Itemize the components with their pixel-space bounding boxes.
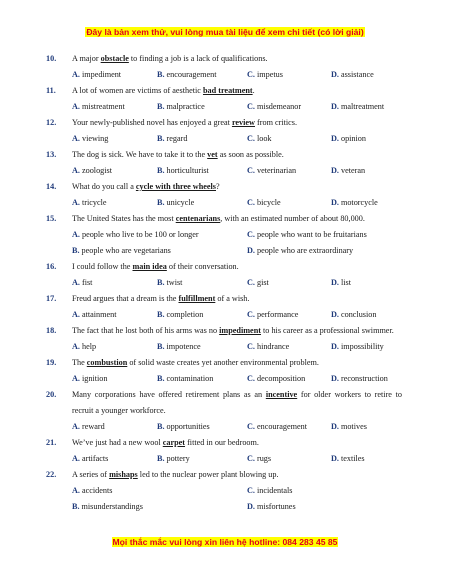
question-number: 21. (46, 438, 57, 447)
question (0, 179, 450, 211)
option-text: maltreatment (340, 102, 385, 111)
option-a[interactable] (72, 99, 125, 115)
option-label: C. (247, 374, 255, 383)
option-a[interactable] (72, 483, 112, 499)
option-b[interactable] (157, 451, 190, 467)
option-text: encouragement (166, 70, 217, 79)
question-number: 13. (46, 150, 57, 159)
keyword: mishaps (109, 470, 138, 479)
question-number: 17. (46, 294, 57, 303)
question-number: 19. (46, 358, 57, 367)
question-stem (72, 147, 402, 163)
option-text: performance (256, 310, 299, 319)
option-a[interactable] (72, 371, 107, 387)
option-label: B. (157, 342, 165, 351)
option-label: B. (157, 134, 165, 143)
stem-text-before: The United States has the most (72, 214, 176, 223)
keyword: incentive (265, 390, 298, 399)
option-label: A. (72, 486, 80, 495)
question (0, 387, 450, 435)
option-label: B. (157, 198, 165, 207)
option-a[interactable] (72, 307, 117, 323)
option-c[interactable] (247, 99, 301, 115)
option-c[interactable] (247, 483, 292, 499)
option-text: impotence (166, 342, 201, 351)
stem-text-before: A major (72, 54, 101, 63)
option-text: bicycle (256, 198, 281, 207)
question-stem (72, 51, 402, 67)
option-label: C. (247, 486, 255, 495)
option-text: misfortunes (256, 502, 296, 511)
option-c[interactable] (247, 131, 272, 147)
option-label: D. (331, 102, 339, 111)
option-label: B. (157, 70, 165, 79)
option-label: D. (331, 166, 339, 175)
answer-options (0, 339, 450, 355)
question (0, 51, 450, 83)
option-text: contamination (166, 374, 214, 383)
option-a[interactable] (72, 195, 107, 211)
option-d[interactable] (331, 131, 366, 147)
question (0, 259, 450, 291)
keyword: cycle with three wheels (135, 182, 216, 191)
option-a[interactable] (72, 131, 108, 147)
stem-text-before: The dog is sick. We have to take it to the (72, 150, 208, 159)
question-stem (72, 291, 402, 307)
question-number: 22. (46, 470, 57, 479)
option-text: tricycle (81, 198, 107, 207)
answer-options (0, 419, 450, 435)
option-label: D. (331, 422, 339, 431)
option-b[interactable] (157, 307, 203, 323)
option-b[interactable] (157, 275, 182, 291)
option-text: misunderstandings (81, 502, 143, 511)
keyword: combustion (86, 358, 128, 367)
option-text: pottery (166, 454, 190, 463)
option-label: A. (72, 422, 80, 431)
option-text: motives (340, 422, 367, 431)
option-a[interactable] (72, 275, 92, 291)
option-text: gist (256, 278, 269, 287)
answer-options (0, 371, 450, 387)
option-text: people who are vegetarians (81, 246, 171, 255)
answer-options (0, 67, 450, 83)
option-c[interactable] (247, 307, 298, 323)
stem-text-after: fitted in our bedroom. (185, 438, 259, 447)
option-text: encouragement (256, 422, 307, 431)
option-d[interactable] (331, 371, 388, 387)
stem-text-after: ? (216, 182, 220, 191)
option-a[interactable] (72, 451, 108, 467)
option-text: unicycle (166, 198, 195, 207)
option-label: C. (247, 102, 255, 111)
stem-text-after: for older workers to retire to recruit a younger workforce. (72, 390, 402, 415)
question-stem (72, 355, 402, 371)
question-number: 14. (46, 182, 57, 191)
option-d[interactable] (331, 339, 384, 355)
stem-text-after: of their conversation. (166, 262, 239, 271)
option-text: rugs (256, 454, 272, 463)
question-stem (72, 323, 402, 339)
option-label: B. (157, 102, 165, 111)
keyword: vet (207, 150, 218, 159)
option-d[interactable] (331, 163, 365, 179)
keyword: main idea (132, 262, 167, 271)
stem-text-before: Your newly-published novel has enjoyed a great (72, 118, 232, 127)
option-text: help (81, 342, 97, 351)
option-text: assistance (340, 70, 374, 79)
option-c[interactable] (247, 371, 305, 387)
keyword: impediment (219, 326, 261, 335)
option-label: A. (72, 310, 80, 319)
stem-text-after: to finding a job is a lack of qualifications. (128, 54, 268, 63)
stem-text-after: of solid waste creates yet another environmental problem. (127, 358, 319, 367)
option-label: C. (247, 70, 255, 79)
option-label: B. (157, 278, 165, 287)
stem-text-before: The fact that he lost both of his arms was no (72, 326, 220, 335)
option-a[interactable] (72, 67, 121, 83)
question (0, 147, 450, 179)
answer-options (0, 451, 450, 467)
option-c[interactable] (247, 227, 367, 243)
answer-options (0, 227, 450, 259)
option-text: incidentals (256, 486, 293, 495)
option-label: A. (72, 70, 80, 79)
option-label: D. (247, 502, 255, 511)
option-c[interactable] (247, 275, 269, 291)
option-b[interactable] (157, 419, 210, 435)
option-text: regard (166, 134, 188, 143)
answer-options (0, 99, 450, 115)
option-d[interactable] (331, 307, 376, 323)
option-a[interactable] (72, 163, 112, 179)
option-text: reward (81, 422, 105, 431)
option-text: artifacts (81, 454, 109, 463)
stem-text-after: to his career as a professional swimmer. (260, 326, 394, 335)
option-label: C. (247, 278, 255, 287)
option-text: mistreatment (81, 102, 125, 111)
question-list (0, 51, 450, 515)
option-label: C. (247, 310, 255, 319)
keyword: obstacle (100, 54, 129, 63)
option-text: accidents (81, 486, 113, 495)
option-b[interactable] (157, 339, 201, 355)
answer-options (0, 483, 450, 515)
option-label: D. (331, 374, 339, 383)
option-label: B. (157, 422, 165, 431)
question (0, 83, 450, 115)
stem-text-before: A series of (72, 470, 110, 479)
hotline-banner-text: Mọi thắc mắc vui lòng xin liên hệ hotline: 084 283 45 85 (112, 537, 338, 547)
stem-text-before: What do you call a (72, 182, 136, 191)
option-text: attainment (81, 310, 117, 319)
keyword: carpet (162, 438, 186, 447)
question (0, 323, 450, 355)
option-text: motorcycle (340, 198, 378, 207)
option-b[interactable] (72, 243, 171, 259)
option-b[interactable] (157, 163, 209, 179)
option-label: D. (331, 454, 339, 463)
option-text: impossibility (340, 342, 384, 351)
option-text: veteran (340, 166, 366, 175)
option-label: A. (72, 102, 80, 111)
option-d[interactable] (331, 451, 365, 467)
option-label: A. (72, 134, 80, 143)
option-label: B. (72, 502, 80, 511)
hotline-banner (0, 537, 450, 547)
option-d[interactable] (247, 243, 353, 259)
option-label: B. (157, 166, 165, 175)
question (0, 291, 450, 323)
answer-options (0, 307, 450, 323)
option-text: completion (166, 310, 204, 319)
option-text: opinion (340, 134, 366, 143)
option-text: people who are extraordinary (256, 246, 354, 255)
option-text: hindrance (256, 342, 290, 351)
option-label: C. (247, 230, 255, 239)
question (0, 435, 450, 467)
option-label: B. (157, 454, 165, 463)
question-stem (72, 179, 402, 195)
option-c[interactable] (247, 195, 281, 211)
option-text: list (340, 278, 351, 287)
question-stem (72, 467, 402, 483)
option-label: B. (157, 374, 165, 383)
option-text: viewing (81, 134, 109, 143)
option-label: D. (331, 134, 339, 143)
stem-text-before: A lot of women are victims of aesthetic (72, 86, 203, 95)
option-text: opportunities (166, 422, 210, 431)
option-c[interactable] (247, 339, 289, 355)
option-text: veterinarian (256, 166, 297, 175)
question (0, 467, 450, 515)
stem-text-after: . (252, 86, 255, 95)
stem-text-after: led to the nuclear power plant blowing up. (137, 470, 279, 479)
option-text: people who want to be fruitarians (256, 230, 367, 239)
option-text: misdemeanor (256, 102, 302, 111)
question (0, 211, 450, 259)
option-b[interactable] (157, 371, 213, 387)
option-label: C. (247, 454, 255, 463)
stem-text-before: Many corporations have offered retirement plans as an (72, 390, 266, 399)
option-text: horticulturist (166, 166, 209, 175)
option-label: B. (157, 310, 165, 319)
question-number: 20. (46, 390, 57, 399)
option-b[interactable] (157, 99, 205, 115)
option-b[interactable] (72, 499, 143, 515)
option-c[interactable] (247, 419, 307, 435)
answer-options (0, 163, 450, 179)
stem-text-before: I could follow the (72, 262, 133, 271)
keyword: review (231, 118, 255, 127)
question-number: 10. (46, 54, 57, 63)
question-stem (72, 115, 402, 131)
option-text: decomposition (256, 374, 306, 383)
option-d[interactable] (331, 67, 374, 83)
option-text: ignition (81, 374, 108, 383)
option-text: malpractice (166, 102, 205, 111)
question-stem (72, 435, 402, 451)
option-text: impediment (81, 70, 122, 79)
keyword: bad treatment (202, 86, 253, 95)
stem-text-after: from critics. (254, 118, 298, 127)
option-label: A. (72, 230, 80, 239)
option-a[interactable] (72, 419, 105, 435)
question-stem (72, 83, 402, 99)
option-label: D. (247, 246, 255, 255)
stem-text-before: We’ve just had a new wool (72, 438, 163, 447)
question-stem (72, 211, 402, 227)
option-text: impetus (256, 70, 283, 79)
option-a[interactable] (72, 339, 96, 355)
option-text: people who live to be 100 or longer (81, 230, 199, 239)
option-a[interactable] (72, 227, 199, 243)
answer-options (0, 195, 450, 211)
option-text: twist (166, 278, 183, 287)
option-label: D. (331, 342, 339, 351)
option-label: C. (247, 198, 255, 207)
option-d[interactable] (247, 499, 296, 515)
stem-text-after: , with an estimated number of about 80,000. (220, 214, 365, 223)
question-stem (72, 387, 402, 419)
option-label: A. (72, 166, 80, 175)
question-number: 16. (46, 262, 57, 271)
option-d[interactable] (331, 195, 378, 211)
question-number: 12. (46, 118, 57, 127)
question (0, 115, 450, 147)
keyword: centenarians (175, 214, 221, 223)
option-d[interactable] (331, 275, 351, 291)
option-label: A. (72, 198, 80, 207)
option-label: A. (72, 342, 80, 351)
option-label: C. (247, 422, 255, 431)
option-c[interactable] (247, 163, 296, 179)
option-text: reconstruction (340, 374, 388, 383)
option-b[interactable] (157, 131, 187, 147)
option-c[interactable] (247, 67, 283, 83)
stem-text-after: as soon as possible. (217, 150, 284, 159)
option-label: D. (331, 278, 339, 287)
option-label: C. (247, 342, 255, 351)
question-number: 15. (46, 214, 57, 223)
option-c[interactable] (247, 451, 271, 467)
keyword: fulfillment (178, 294, 216, 303)
option-text: textiles (340, 454, 365, 463)
option-text: fist (81, 278, 93, 287)
option-label: C. (247, 166, 255, 175)
stem-text-before: Freud argues that a dream is the (72, 294, 179, 303)
answer-options (0, 275, 450, 291)
option-label: A. (72, 454, 80, 463)
option-label: D. (331, 198, 339, 207)
option-text: conclusion (340, 310, 377, 319)
option-b[interactable] (157, 67, 217, 83)
question-number: 18. (46, 326, 57, 335)
stem-text-after: of a wish. (215, 294, 250, 303)
preview-banner-text: Đây là bản xem thử, vui lòng mua tài liệu để xem chi tiết (có lời giải) (86, 27, 364, 37)
option-label: A. (72, 278, 80, 287)
option-b[interactable] (157, 195, 194, 211)
question-stem (72, 259, 402, 275)
answer-options (0, 131, 450, 147)
option-label: A. (72, 374, 80, 383)
question-number: 11. (46, 86, 56, 95)
option-d[interactable] (331, 99, 384, 115)
stem-text-before: The (72, 358, 87, 367)
preview-banner (0, 27, 450, 37)
option-label: D. (331, 310, 339, 319)
question (0, 355, 450, 387)
option-d[interactable] (331, 419, 367, 435)
option-label: B. (72, 246, 80, 255)
option-text: zoologist (81, 166, 112, 175)
option-label: D. (331, 70, 339, 79)
option-text: look (256, 134, 272, 143)
option-label: C. (247, 134, 255, 143)
